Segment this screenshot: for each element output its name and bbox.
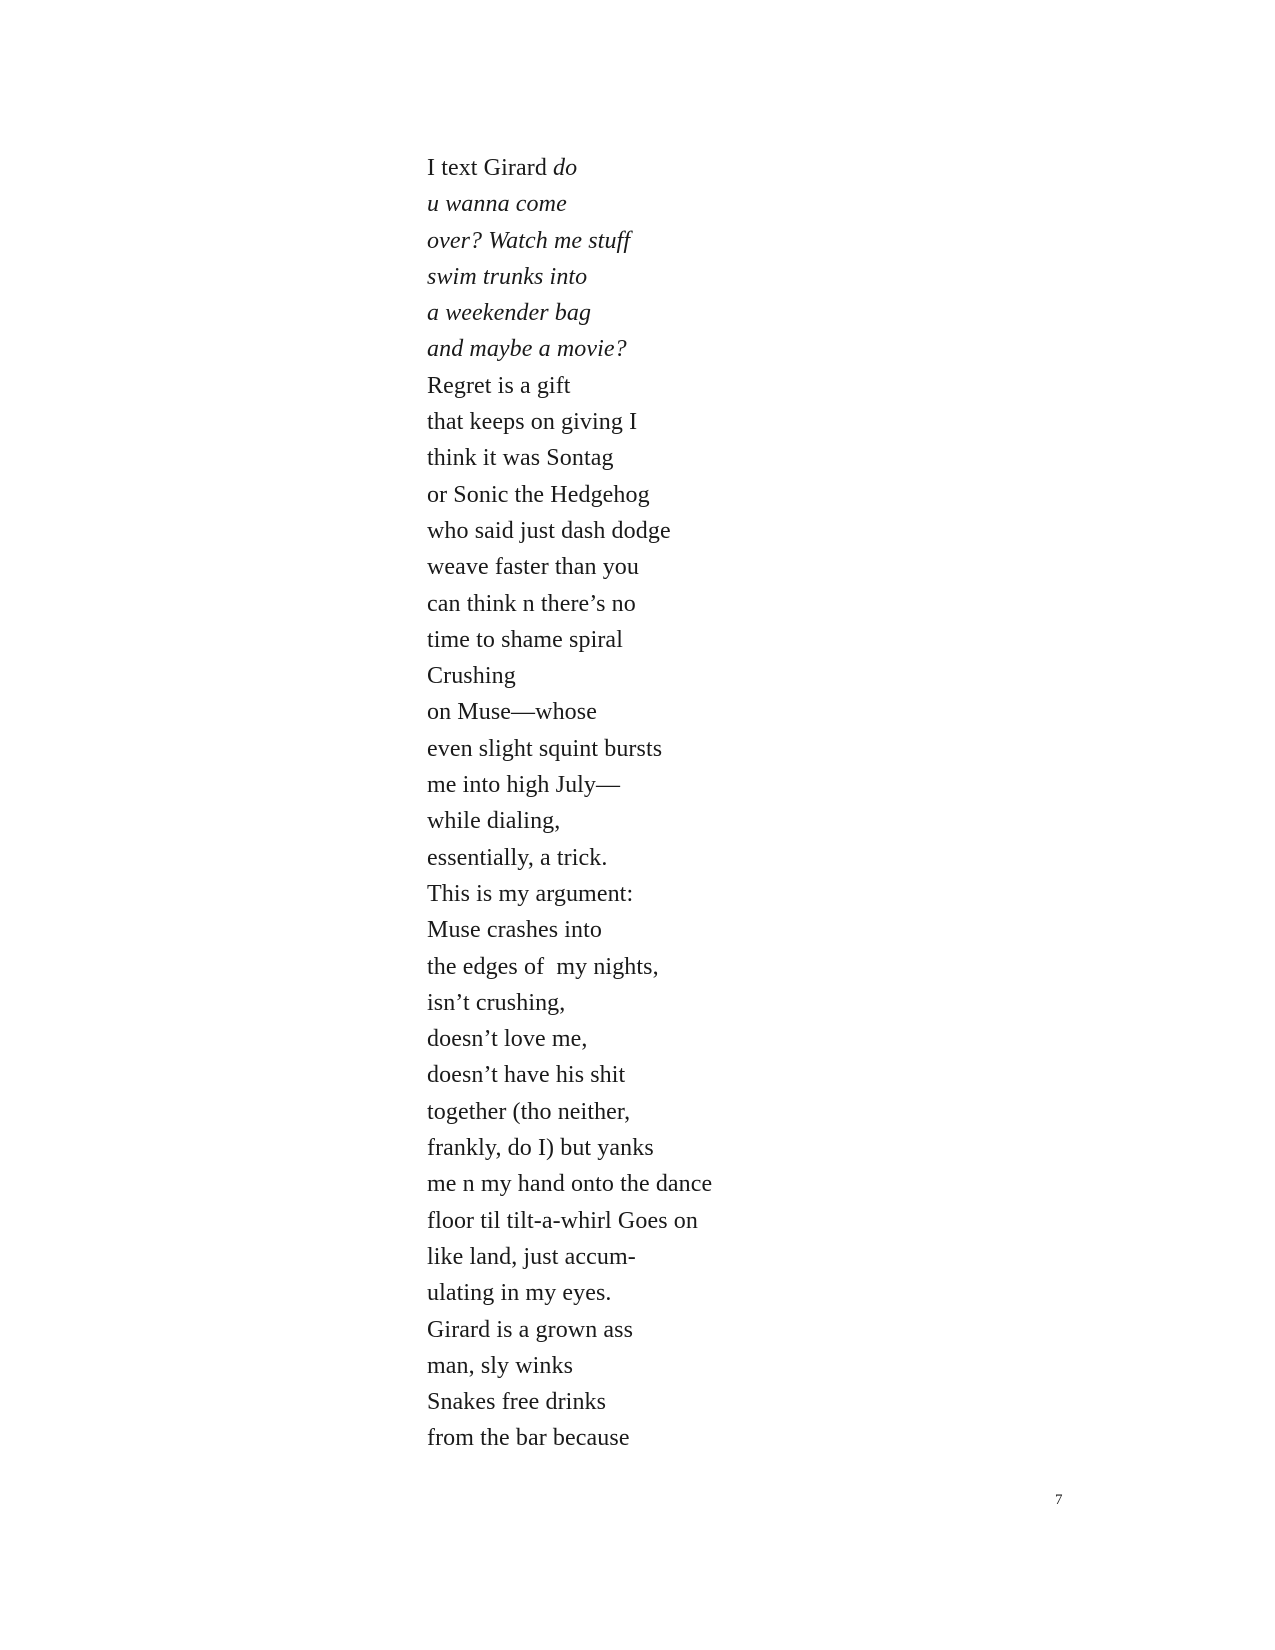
poem-line <box>427 949 947 985</box>
poem-line-roman-text: me into high July— <box>427 772 621 799</box>
poem-line-roman-text: can think n there’s no <box>427 590 636 617</box>
poem-line <box>427 622 947 658</box>
poem-line-italic-text: u wanna come <box>427 191 567 218</box>
poem-line <box>427 985 947 1021</box>
poem-line <box>427 840 947 876</box>
poem-line-roman-text: isn’t crushing, <box>427 989 566 1016</box>
poem-line-roman-text: ulating in my eyes. <box>427 1280 612 1307</box>
poem-line <box>427 477 947 513</box>
poem-line <box>427 1275 947 1311</box>
poem-line-italic-text: a weekender bag <box>427 300 592 327</box>
poem-line <box>427 223 947 259</box>
poem-line-italic-text: over? Watch me stuff <box>427 227 631 254</box>
poem-line-roman-text: the edges of my nights, <box>427 953 659 980</box>
poem-line-roman-text: or Sonic the Hedgehog <box>427 481 650 508</box>
poem-body <box>427 150 947 1457</box>
poem-line-italic-text: and maybe a movie? <box>427 336 627 363</box>
poem-line <box>427 1348 947 1384</box>
poem-line-roman-text: floor til tilt-a-whirl Goes on <box>427 1207 698 1234</box>
poem-line <box>427 1094 947 1130</box>
poem-line-italic-text: do <box>553 155 578 181</box>
poem-line-roman-text: This is my argument: <box>427 880 634 907</box>
poem-line-roman-text: who said just dash dodge <box>427 517 671 544</box>
poem-line-roman-text: Snakes free drinks <box>427 1389 607 1416</box>
poem-line <box>427 803 947 839</box>
poem-line-roman-text: Regret is a gift <box>427 372 571 399</box>
poem-line <box>427 1420 947 1456</box>
poem-line-roman-text: time to shame spiral <box>427 626 623 653</box>
poem-line <box>427 767 947 803</box>
poem-line <box>427 694 947 730</box>
poem-line-italic-text: swim trunks into <box>427 263 588 290</box>
poem-line-roman-text: me n my hand onto the dance <box>427 1171 713 1198</box>
poem-line-roman-text: on Muse—whose <box>427 699 597 726</box>
poem-line-roman-text: weave faster than you <box>427 554 640 581</box>
poem-line <box>427 368 947 404</box>
poem-line <box>427 1021 947 1057</box>
poem-line <box>427 440 947 476</box>
poem-line <box>427 912 947 948</box>
poem-line-roman-text: Muse crashes into <box>427 917 602 944</box>
poem-line-roman-text: while dialing, <box>427 808 561 835</box>
poem-line-roman-text: Girard is a grown ass <box>427 1316 634 1343</box>
poem-line <box>427 513 947 549</box>
poem-line-roman-text: doesn’t have his shit <box>427 1062 626 1089</box>
poem-line <box>427 549 947 585</box>
poem-line-roman-text: frankly, do I) but yanks <box>427 1135 654 1162</box>
poem-line <box>427 331 947 367</box>
poem-line <box>427 150 947 186</box>
poem-line-roman-text: Crushing <box>427 663 516 690</box>
poem-line <box>427 1057 947 1093</box>
poem-line <box>427 1239 947 1275</box>
poem-line-roman-text: doesn’t love me, <box>427 1026 588 1053</box>
poem-line <box>427 1384 947 1420</box>
poem-line <box>427 259 947 295</box>
poem-line <box>427 295 947 331</box>
poem-line-roman-text: from the bar because <box>427 1425 630 1452</box>
page-number: 7 <box>1055 1492 1063 1508</box>
poem-line <box>427 876 947 912</box>
poem-line <box>427 404 947 440</box>
poem-line <box>427 1312 947 1348</box>
poem-line-roman-text: that keeps on giving I <box>427 409 638 436</box>
poem-line-roman-text: even slight squint bursts <box>427 735 663 762</box>
poem-line-roman-text: think it was Sontag <box>427 445 614 472</box>
poem-line <box>427 586 947 622</box>
poem-line-roman-text: I text Girard <box>427 155 554 181</box>
poem-line <box>427 731 947 767</box>
poem-line-roman-text: like land, just accum- <box>427 1243 636 1270</box>
poem-line <box>427 1203 947 1239</box>
poem-line-roman-text: together (tho neither, <box>427 1098 631 1125</box>
poem-line <box>427 1130 947 1166</box>
poem-line <box>427 186 947 222</box>
poem-line <box>427 658 947 694</box>
poem-line <box>427 1166 947 1202</box>
poem-line-roman-text: essentially, a trick. <box>427 844 608 871</box>
poem-line-roman-text: man, sly winks <box>427 1352 574 1379</box>
